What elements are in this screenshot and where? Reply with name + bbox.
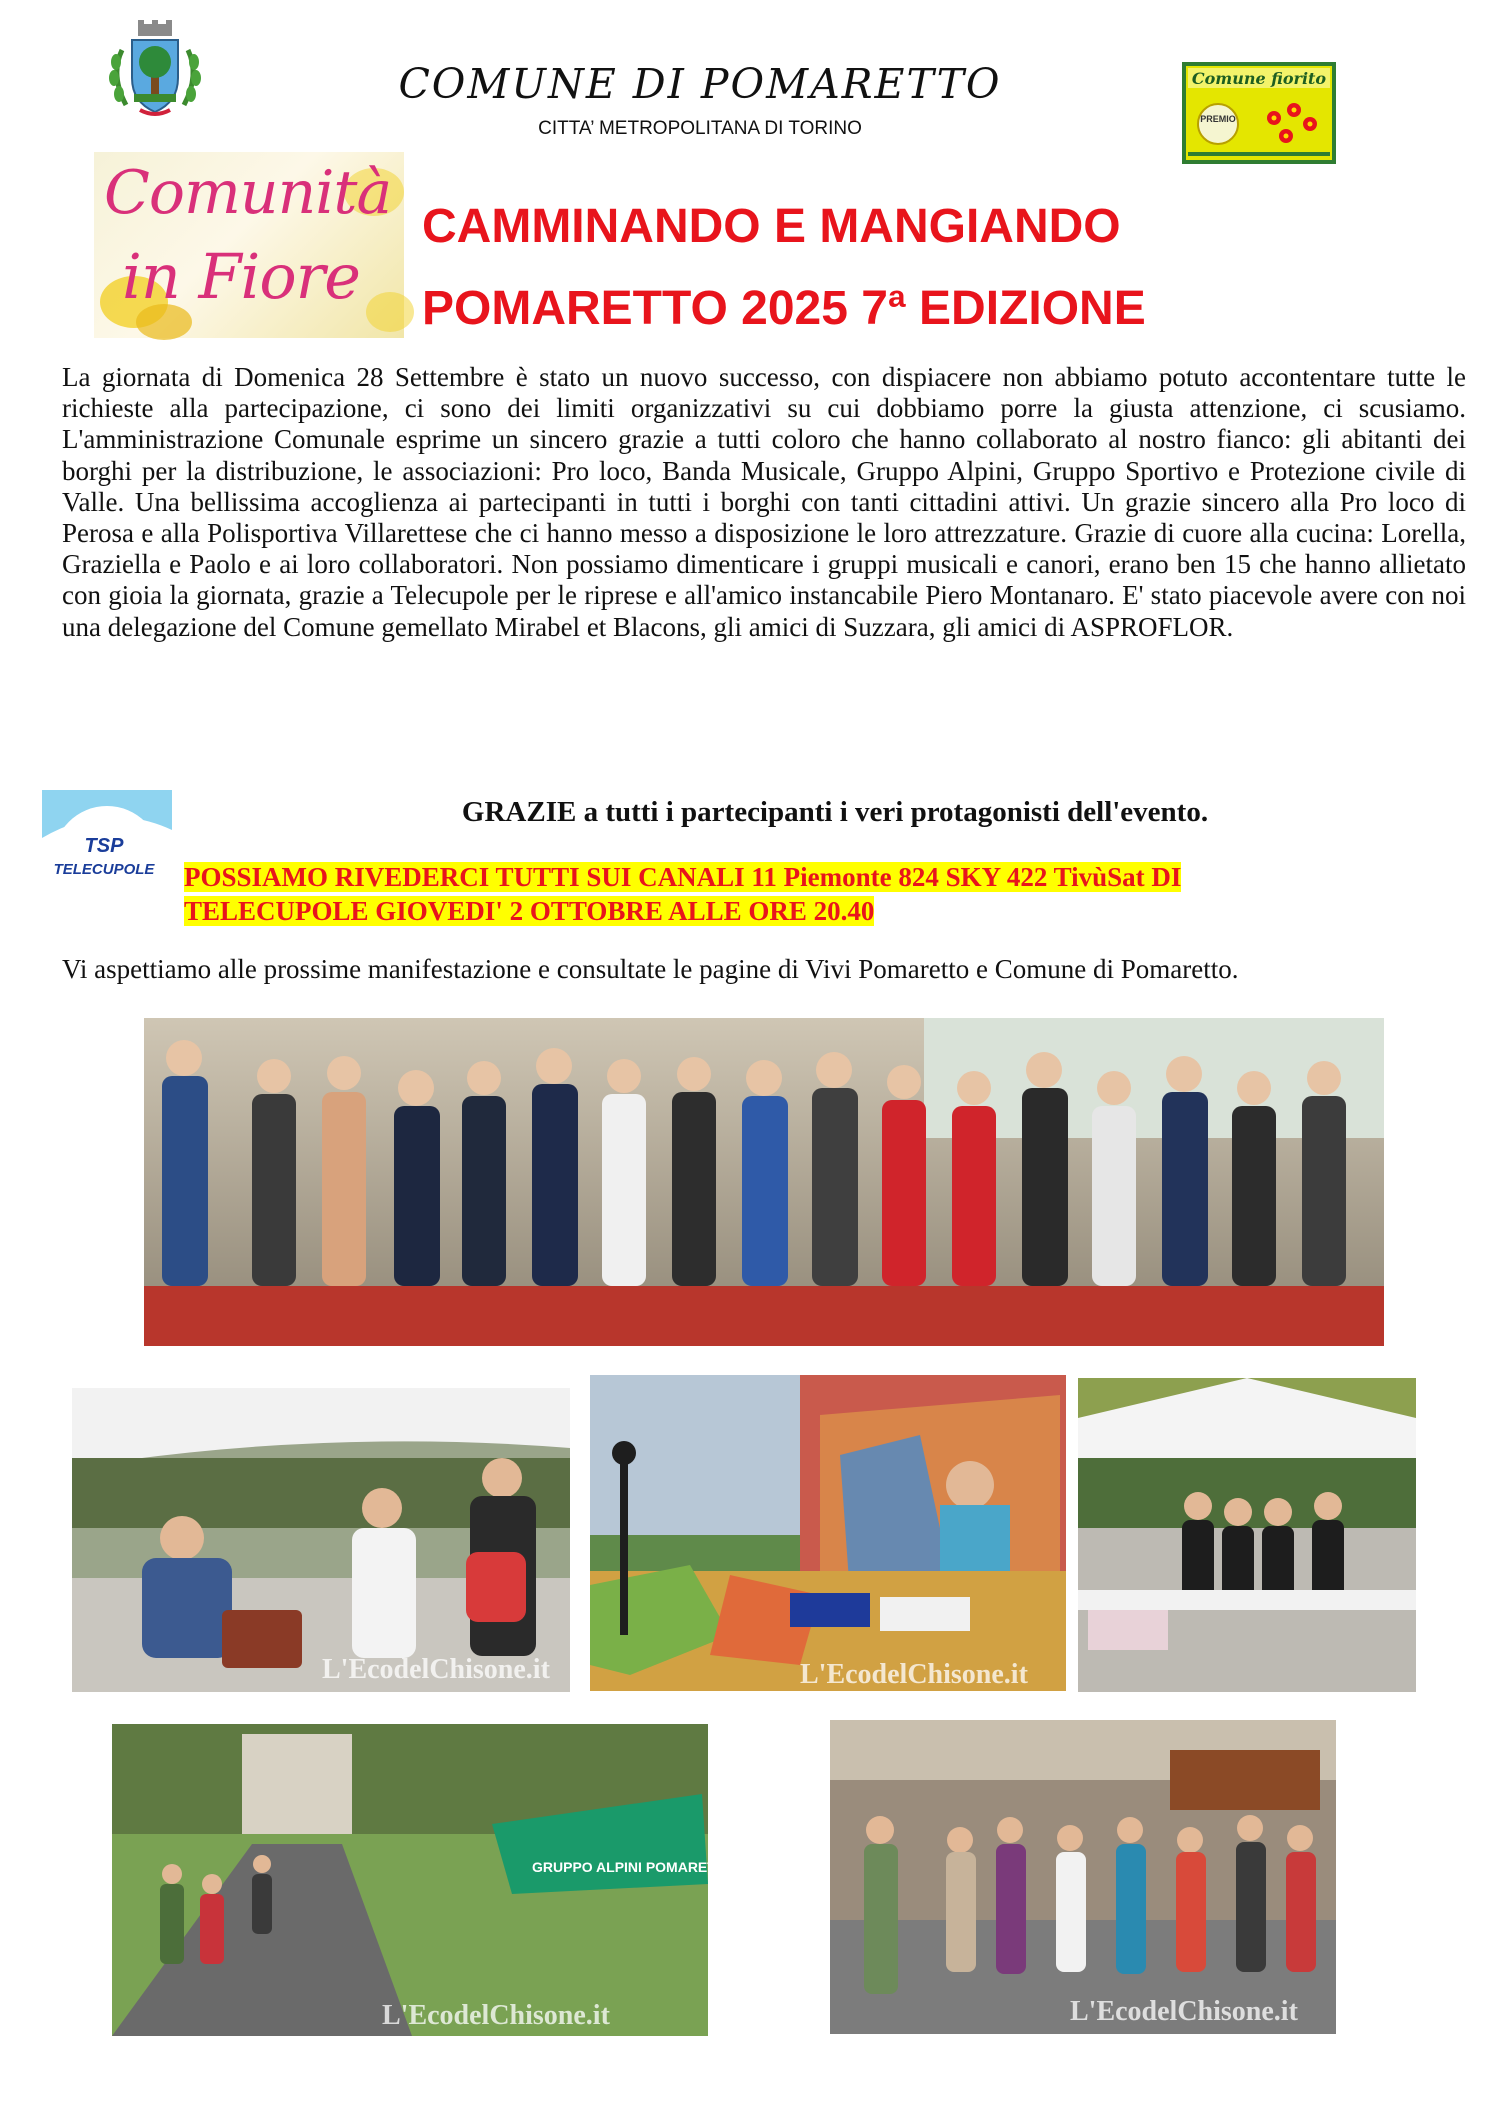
photo-watermark: L'EcodelChisone.it [800,1659,1028,1690]
body-paragraph: La giornata di Domenica 28 Settembre è stato un nuovo successo, con dispiacere non abbiamo potuto accontentare tutte le richieste alla partecipazione, ci sono dei limiti organizzativi su cui dobbiamo porre la giusta attenzione, ci scusiamo. L'amministrazione Comunale esprime un sincero grazie a tutti coloro che hanno collaborato al nostro fianco: gli abitanti dei borghi per la distribuzione, le associazioni: Pro loco, Banda Musicale, Gruppo Alpini, Gruppo Sportivo e Protezione civile di Valle. Una bellissima accoglienza ai partecipanti in tutti i borghi con tanti cittadini attivi. Un grazie sincero alla Pro loco di Perosa e alla Polisportiva Villarettese che ci hanno messo a disposizione le loro attrezzature. Grazie di cuore alla cucina: Lorella, Graziella e Paolo e ai loro collaboratori. Non possiamo dimenticare i gruppi musicali e canori, erano ben 15 che hanno allietato con gioia la giornata, grazie a Telecupole per le riprese e all'amico instancabile Piero Montanaro. E' stato piacevole avere con noi una delegazione del Comune gemellato Mirabel et Blacons, gli amici di Suzzara, gli amici di ASPROFLOR. [62,362,1466,642]
telecupole-logo [42,790,172,920]
event-headline [422,186,1322,350]
photo-watermark: L'EcodelChisone.it [322,1654,550,1685]
municipality-title: COMUNE DI POMARETTO [398,60,1002,108]
photo-watermark: L'EcodelChisone.it [382,2000,610,2031]
comune-fiorito-badge [1182,62,1336,164]
badge-title: Comune fiorito [1191,69,1327,88]
broadcast-line-2: TELECUPOLE GIOVEDI' 2 OTTOBRE ALLE ORE 20.40 [184,896,875,926]
village-stone-house-photo [830,1720,1336,2034]
telecupole-name: TELECUPOLE [53,861,155,878]
closing-line: Vi aspettiamo alle prossime manifestazione e consultate le pagine di Vivi Pomaretto e Comune di Pomaretto. [62,954,1239,984]
alpini-tent-photo [112,1724,736,2036]
broadcast-line-1: POSSIAMO RIVEDERCI TUTTI SUI CANALI 11 Piemonte 824 SKY 422 TivùSat DI [184,862,1182,892]
logo-line-2: in Fiore [122,240,360,313]
badge-premio-text: PREMIO [1200,114,1236,124]
thanks-line: GRAZIE a tutti i partecipanti i veri protagonisti dell'evento. [461,796,1209,828]
mural-square-photo [590,1375,1066,1691]
gazebo-volunteers-photo [1078,1378,1416,1692]
photo-watermark: L'EcodelChisone.it [1070,1996,1298,2027]
headline-line-2: POMARETTO 2025 7ª EDIZIONE [422,282,1146,335]
municipal-crest-icon [104,20,206,120]
headline-line-1: CAMMINANDO E MANGIANDO [422,200,1121,253]
group-stage-photo [144,1018,1384,1346]
municipality-subtitle: CITTA’ METROPOLITANA DI TORINO [538,118,862,139]
market-stall-photo [72,1388,570,1692]
logo-line-1: Comunità [104,158,392,228]
alpini-banner-text: GRUPPO ALPINI POMARETTO [532,1859,736,1875]
telecupole-mark: TSP [84,835,124,857]
broadcast-notice [184,860,1466,928]
comunita-in-fiore-logo [94,152,404,338]
